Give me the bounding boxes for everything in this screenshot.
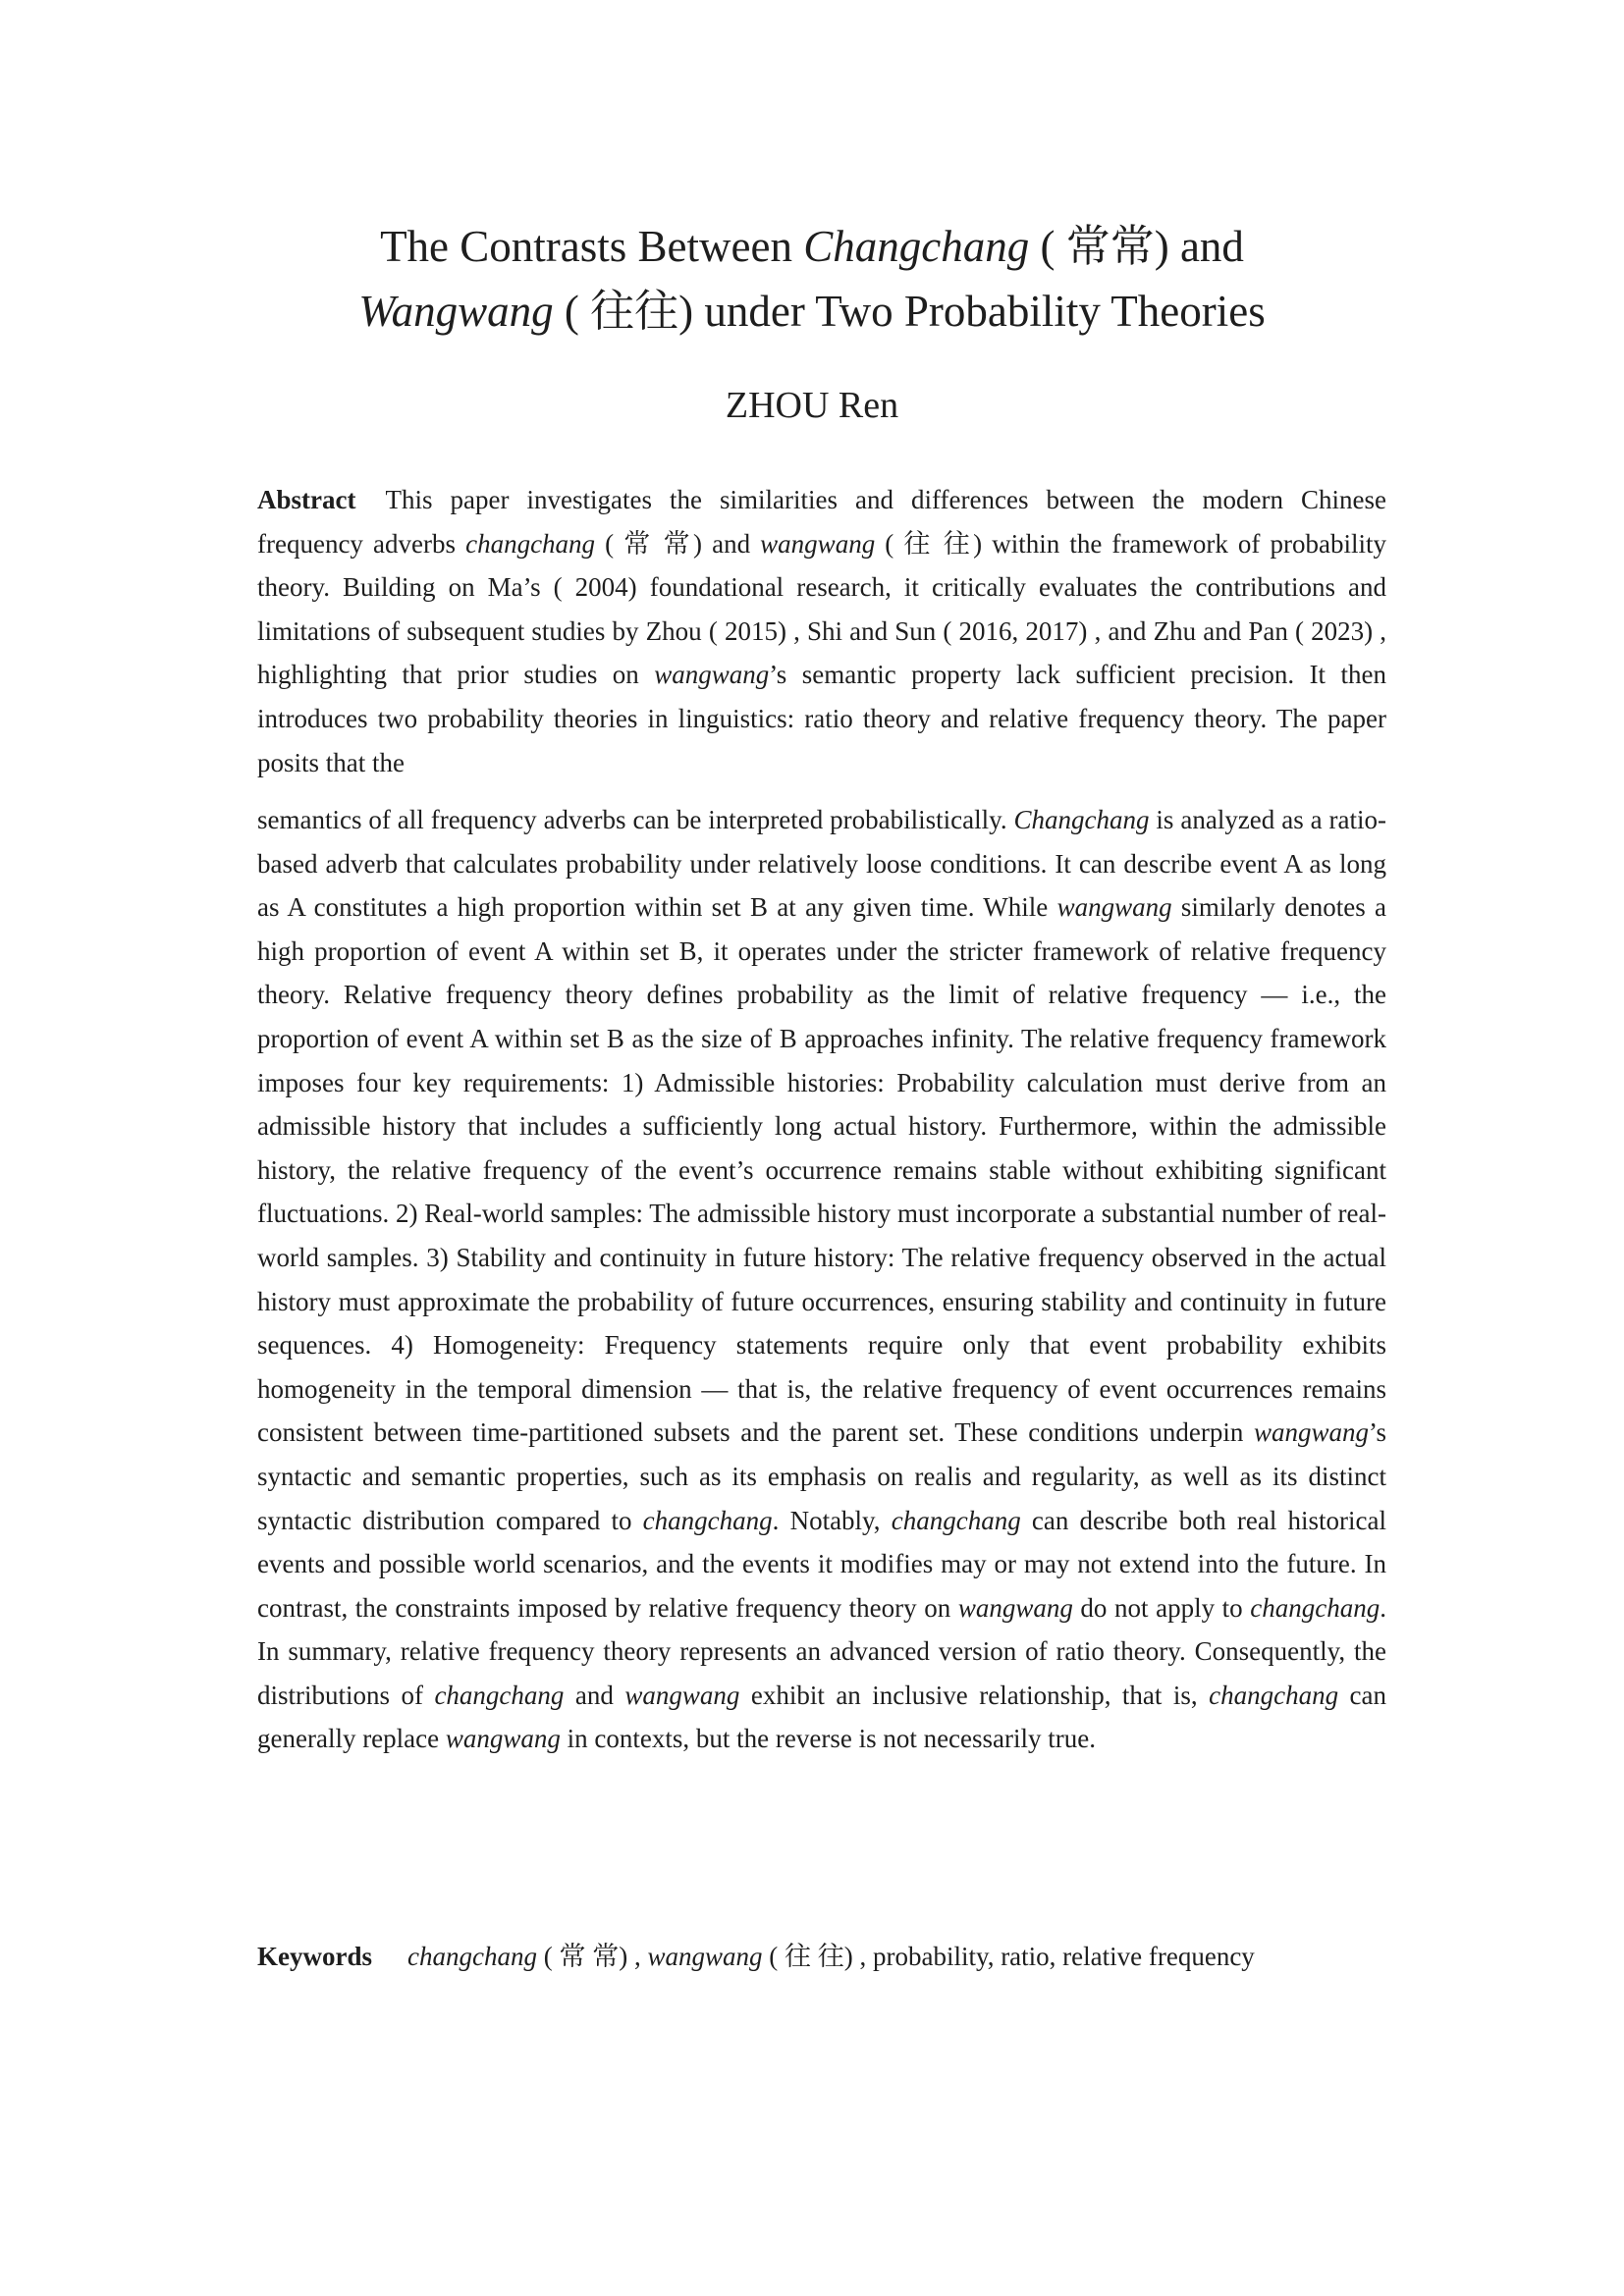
italic-term: wangwang: [1056, 892, 1172, 923]
abstract-text-2: [257, 805, 1386, 1753]
italic-term: changchang: [407, 1942, 537, 1971]
author-name: ZHOU Ren: [725, 385, 899, 426]
italic-term: changchang: [1209, 1680, 1339, 1710]
text-run: is analyzed as a ratio-based adverb that calculates probability under relatively loose conditions. It can describe event A as long as A constitutes a high proportion within set B at any given time. While: [257, 805, 1386, 923]
abstract-label: Abstract: [257, 485, 356, 514]
keywords-paragraph: [257, 1935, 1386, 1979]
text-run: This paper investigates the similarities and differences between the modern Chinese frequency adverbs: [257, 485, 1386, 559]
abstract-paragraph-2: [257, 798, 1386, 1761]
title-line-1-pre: The Contrasts Between: [380, 222, 804, 271]
text-run: exhibit an inclusive relationship, that is,: [739, 1680, 1210, 1710]
italic-term: changchang: [465, 528, 596, 559]
title-line-1-italic: Changchang: [803, 222, 1030, 271]
abstract-text-1: [257, 485, 1386, 777]
keywords-text: [407, 1942, 1255, 1971]
italic-term: wangwang: [647, 1942, 763, 1971]
text-run: ( 往 往) , probability, ratio, relative frequency: [762, 1942, 1255, 1971]
italic-term: changchang: [434, 1680, 565, 1710]
italic-term: changchang: [1250, 1592, 1380, 1623]
italic-term: wangwang: [624, 1680, 740, 1710]
text-run: and: [564, 1680, 625, 1710]
title-line-1: [196, 214, 1428, 279]
text-run: . In summary, relative frequency theory represents an advanced version of ratio theory. Consequently, the distributions of: [257, 1592, 1386, 1710]
keywords-label: Keywords: [257, 1942, 372, 1971]
text-run: ( 常 常) and: [595, 528, 761, 559]
italic-term: wangwang: [1253, 1417, 1369, 1448]
title-line-2: [196, 279, 1428, 344]
italic-term: wangwang: [445, 1724, 561, 1754]
text-run: . Notably,: [772, 1505, 892, 1535]
paper-title: [196, 214, 1428, 344]
text-run: ’s syntactic and semantic properties, such as its emphasis on realis and regularity, as well as its distinct syntactic distribution compared to: [257, 1417, 1386, 1535]
abstract-paragraph-1: [257, 478, 1386, 784]
text-run: ( 常 常) ,: [536, 1942, 648, 1971]
text-run: ( 往 往) within the framework of probability theory. Building on Ma’s ( 2004) foundational research, it critically evaluates the contributions and limitations of subsequent studies by Zhou ( 2015) , Shi and Sun ( 2016, 2017) , and Zhu and Pan ( 2023) , highlighting that prior studies on: [257, 528, 1387, 690]
text-run: ’s semantic property lack sufficient precision. It then introduces two probability theories in linguistics: ratio theory and relative frequency theory. The paper posits that the: [257, 660, 1386, 777]
text-run: can describe both real historical events and possible world scenarios, and the events it modifies may or may not extend into the future. In contrast, the constraints imposed by relative frequency theory on: [257, 1505, 1387, 1623]
text-run: similarly denotes a high proportion of event A within set B, it operates under the stricter framework of relative frequency theory. Relative frequency theory defines probability as the limit of relative frequency — i.e., the proportion of event A within set B as the size of B approaches infinity. The relative frequency framework imposes four key requirements: 1) Admissible histories: Probability calculation must derive from an admissible history that includes a sufficiently long actual history. Furthermore, within the admissible history, the relative frequency of the event’s occurrence remains stable without exhibiting significant fluctuations. 2) Real-world samples: The admissible history must incorporate a substantial number of real-world samples. 3) Stability and continuity in future history: The relative frequency observed in the actual history must approximate the probability of future occurrences, ensuring stability and continuity in future sequences. 4) Homogeneity: Frequency statements require only that event probability exhibits homogeneity in the temporal dimension — that is, the relative frequency of event occurrences remains consistent between time-partitioned subsets and the parent set. These conditions underpin: [257, 892, 1387, 1448]
italic-term: changchang: [891, 1505, 1021, 1535]
title-line-1-post: ( 常常) and: [1029, 222, 1244, 271]
italic-term: changchang: [642, 1505, 773, 1535]
text-run: can generally replace: [257, 1680, 1387, 1754]
text-run: in contexts, but the reverse is not necessarily true.: [560, 1724, 1096, 1754]
title-line-2-italic: Wangwang: [358, 287, 554, 336]
italic-term: Changchang: [1013, 805, 1150, 834]
italic-term: wangwang: [760, 528, 876, 559]
italic-term: wangwang: [654, 660, 770, 690]
italic-term: wangwang: [957, 1592, 1073, 1623]
text-run: do not apply to: [1072, 1592, 1251, 1623]
title-line-2-post: ( 往往) under Two Probability Theories: [553, 287, 1266, 336]
text-run: semantics of all frequency adverbs can be interpreted probabilistically.: [257, 805, 1014, 834]
